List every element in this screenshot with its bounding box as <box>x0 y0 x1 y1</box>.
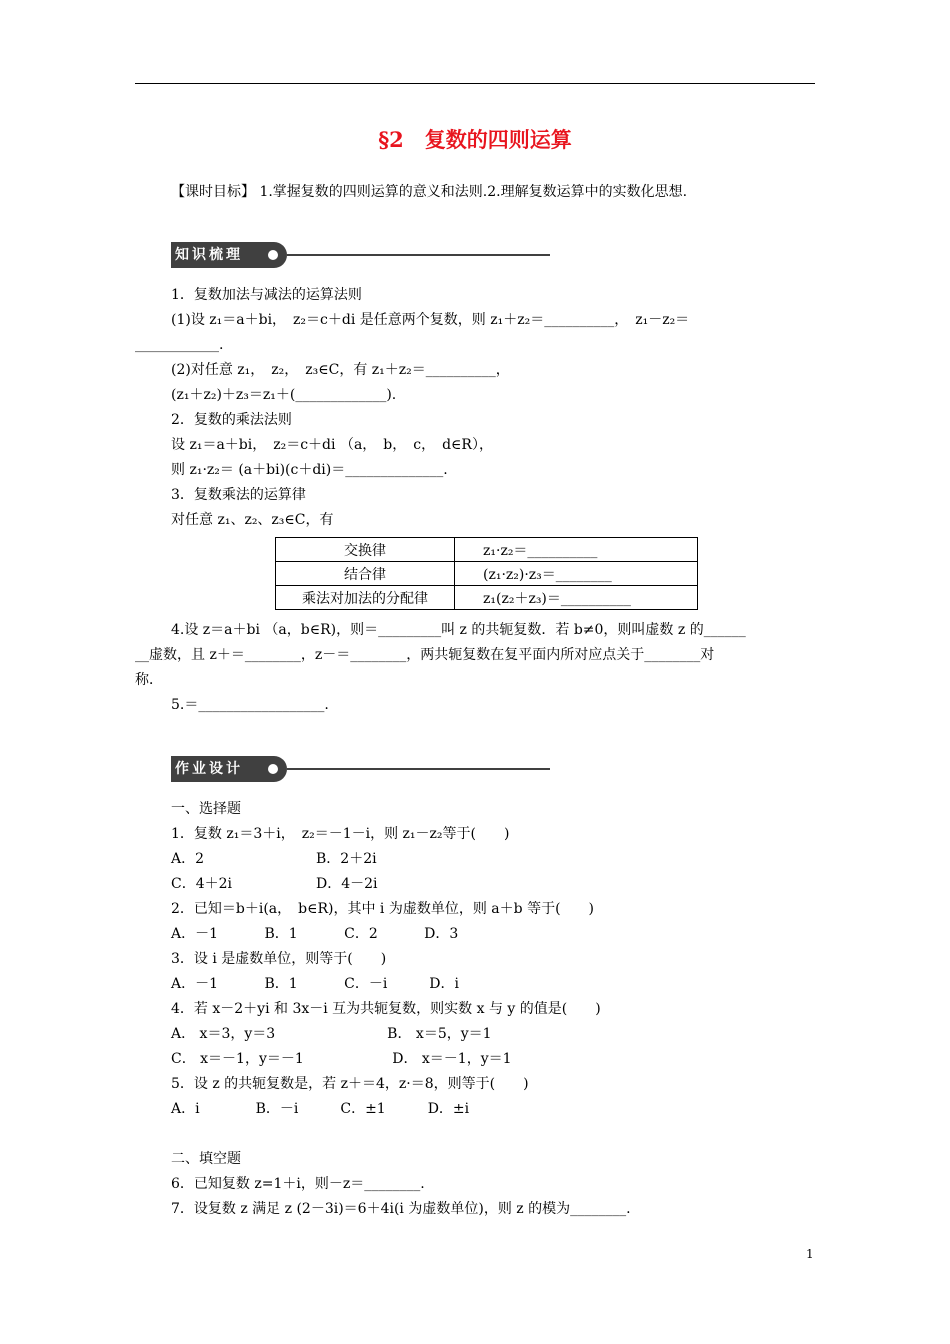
text-line: 4.设 z＝a＋bi （a，b∈R)，则＝_________叫 z 的共轭复数．若 b≠0，则叫虚数 z 的______ <box>171 622 746 638</box>
table-cell: z₁·z₂＝__________ <box>455 538 698 562</box>
lesson-objective: 【课时目标】 1.掌握复数的四则运算的意义和法则.2.理解复数运算中的实数化思想. <box>171 184 688 200</box>
text-line: 7．设复数 z 满足 z (2－3i)＝6＋4i(i 为虚数单位)，则 z 的模为________. <box>171 1201 631 1217</box>
top-rule <box>135 83 815 84</box>
text-line: 2．已知＝b＋i(a， b∈R)，其中 i 为虚数单位，则 a＋b 等于( ) <box>171 901 594 917</box>
text-line: 设 z₁＝a＋bi， z₂＝c＋di （a， b， c， d∈R）， <box>171 437 493 453</box>
text-line: ____________. <box>135 337 224 353</box>
text-line: 1．复数 z₁＝3＋i， z₂＝－1－i，则 z₁－z₂等于( ) <box>171 826 510 842</box>
banner-label: 作业设计 <box>171 756 287 782</box>
banner-rule <box>287 254 550 256</box>
table-row <box>276 538 698 562</box>
text-line: (z₁＋z₂)＋z₃＝z₁＋(_____________). <box>171 387 397 403</box>
text-line: 5．设 z 的共轭复数是，若 z＋＝4，z·＝8，则等于( ) <box>171 1076 529 1092</box>
text-line: 3．复数乘法的运算律 <box>171 487 306 503</box>
text-line: 称． <box>135 672 163 688</box>
text-line: A． x＝3，y＝3 B． x＝5，y＝1 <box>171 1026 492 1042</box>
text-line: (1)设 z₁＝a＋bi， z₂＝c＋di 是任意两个复数，则 z₁＋z₂＝__________， z₁－z₂＝ <box>171 312 690 328</box>
text-line: A．－1 B．1 C．2 D．3 <box>171 926 459 942</box>
text-line: 3．设 i 是虚数单位，则等于( ) <box>171 951 387 967</box>
table-cell: z₁(z₂＋z₃)＝__________ <box>455 586 698 610</box>
table-row <box>276 586 698 610</box>
page-title: §2 复数的四则运算 <box>378 127 572 152</box>
page-number: 1 <box>806 1247 814 1261</box>
text-line: 2．复数的乘法法则 <box>171 412 292 428</box>
text-line: A．2 B．2＋2i <box>171 851 377 867</box>
text-line: A．i B．－i C．±1 D．±i <box>171 1101 470 1117</box>
text-line: 4．若 x－2＋yi 和 3x－i 互为共轭复数，则实数 x 与 y 的值是( ) <box>171 1001 601 1017</box>
text-line: 5.＝__________________. <box>171 697 329 713</box>
bullet-dot-icon <box>268 250 278 260</box>
table-cell: 乘法对加法的分配律 <box>276 586 455 610</box>
multiplication-laws-table <box>275 537 698 610</box>
bullet-dot-icon <box>268 764 278 774</box>
table-cell: 结合律 <box>276 562 455 586</box>
text-line: __虚数，且 z＋＝________，z－＝________，两共轭复数在复平面内所对应点关于________对 <box>135 647 715 663</box>
text-line: 对任意 z₁、z₂、z₃∈C，有 <box>171 512 334 528</box>
text-line: C． x＝－1，y＝－1 D． x＝－1，y＝1 <box>171 1051 512 1067</box>
text-line: 1．复数加法与减法的运算法则 <box>171 287 362 303</box>
text-line: A．－1 B．1 C．－i D．i <box>171 976 460 992</box>
text-line: C．4＋2i D．4－2i <box>171 876 378 892</box>
text-line: (2)对任意 z₁， z₂， z₃∈C，有 z₁＋z₂＝__________， <box>171 362 510 378</box>
table-row <box>276 562 698 586</box>
text-line: 6．已知复数 z=1＋i，则－z＝________. <box>171 1176 425 1192</box>
text-line: 则 z₁·z₂＝ (a＋bi)(c＋di)＝______________. <box>171 462 448 478</box>
text-line: 二、填空题 <box>171 1151 241 1167</box>
text-line: 一、选择题 <box>171 801 241 817</box>
banner-rule <box>287 768 550 770</box>
table-cell: (z₁·z₂)·z₃＝________ <box>455 562 698 586</box>
table-cell: 交换律 <box>276 538 455 562</box>
banner-label: 知识梳理 <box>171 242 287 268</box>
